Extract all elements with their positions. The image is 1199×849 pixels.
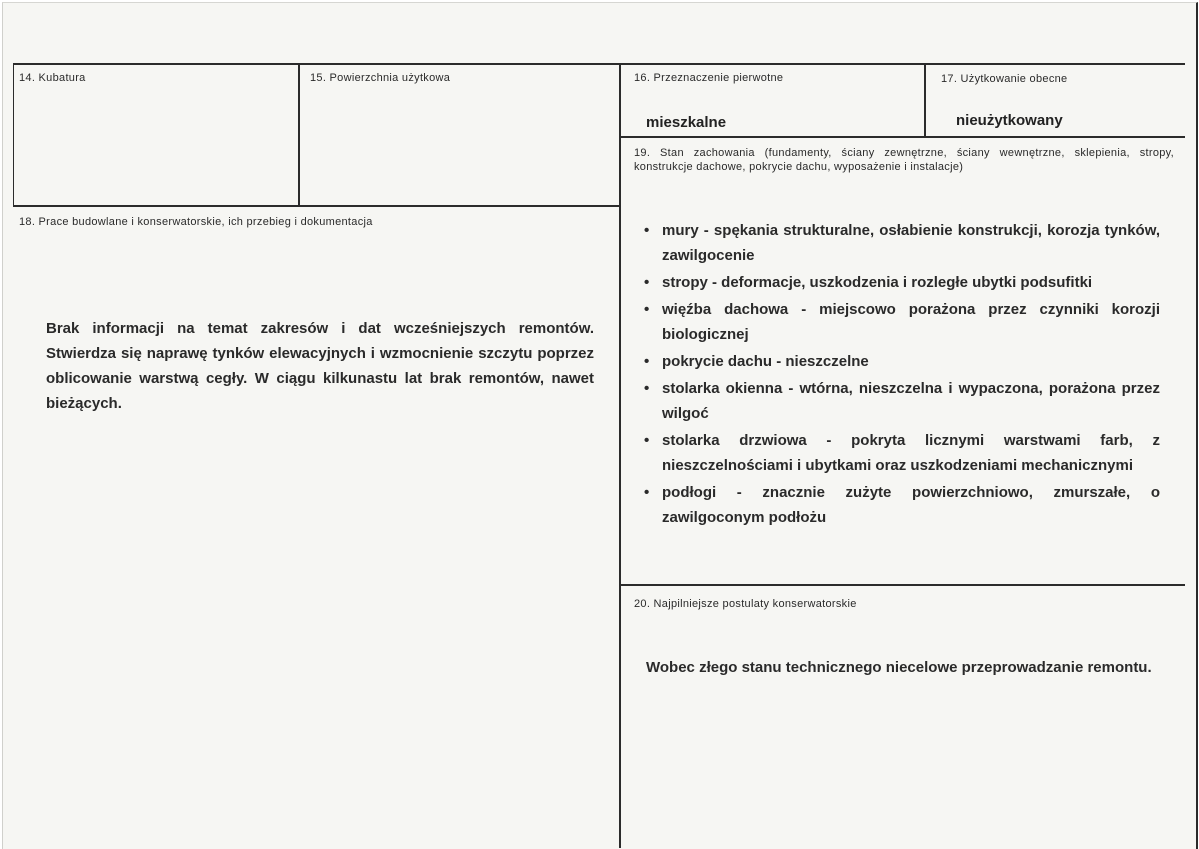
- list-item: • stolarka drzwiowa - pokryta licznymi warstwami farb, z nieszczelnościami i ubytkami oraz uszkodzeniami mechanicznymi: [640, 428, 1160, 478]
- rule-lower-right: [621, 584, 1185, 586]
- list-item: • stropy - deformacje, uszkodzenia i rozległe ubytki podsufitki: [640, 270, 1160, 295]
- list-item: • stolarka okienna - wtórna, nieszczelna i wypaczona, porażona przez wilgoć: [640, 376, 1160, 426]
- bullet-icon: •: [644, 353, 650, 370]
- field-19-label: 19. Stan zachowania (fundamenty, ściany zewnętrzne, ściany wewnętrzne, sklepienia, stropy, konstrukcje dachowe, pokrycie dachu, wyposażenie i instalacje): [634, 147, 1174, 173]
- rule-top: [13, 63, 1185, 65]
- bullet-icon: •: [644, 432, 650, 449]
- list-item: • mury - spękania strukturalne, osłabienie konstrukcji, korozja tynków, zawilgocenie: [640, 218, 1160, 268]
- bullet-icon: •: [644, 301, 650, 318]
- rule-mid-right: [621, 136, 1185, 138]
- field-16-value: mieszkalne: [646, 114, 727, 131]
- field-15-label: 15. Powierzchnia użytkowa: [310, 72, 451, 84]
- bullet-icon: •: [644, 222, 650, 239]
- state-list: [640, 218, 1160, 532]
- list-item: • pokrycie dachu - nieszczelne: [640, 349, 1160, 374]
- field-18-label: 18. Prace budowlane i konserwatorskie, ich przebieg i dokumentacja: [19, 216, 373, 228]
- bullet-icon: •: [644, 484, 650, 501]
- vline-14-15: [298, 63, 300, 207]
- field-17-value: nieużytkowany: [956, 112, 1063, 129]
- field-20-text: Wobec złego stanu technicznego niecelowe przeprowadzanie remontu.: [646, 659, 1152, 676]
- bullet-icon: •: [644, 274, 650, 291]
- field-14-label: 14. Kubatura: [19, 72, 86, 84]
- vline-center: [619, 63, 621, 848]
- field-18-text: Brak informacji na temat zakresów i dat wcześniejszych remontów. Stwierdza się naprawę tynków elewacyjnych i wzmocnienie szczytu poprzez oblicowanie warstwą cegły. W ciągu kilkunastu lat brak remontów, nawet bieżących.: [46, 320, 594, 412]
- rule-mid-left: [13, 205, 621, 207]
- vline-left: [13, 63, 14, 207]
- bullet-icon: •: [644, 380, 650, 397]
- list-item: • więźba dachowa - miejscowo porażona przez czynniki korozji biologicznej: [640, 297, 1160, 347]
- field-16-label: 16. Przeznaczenie pierwotne: [634, 72, 784, 84]
- vline-16-17: [924, 63, 926, 138]
- list-item: • podłogi - znacznie zużyte powierzchniowo, zmurszałe, o zawilgoconym podłożu: [640, 480, 1160, 530]
- field-17-label: 17. Użytkowanie obecne: [941, 73, 1068, 85]
- field-20-label: 20. Najpilniejsze postulaty konserwatorskie: [634, 598, 857, 610]
